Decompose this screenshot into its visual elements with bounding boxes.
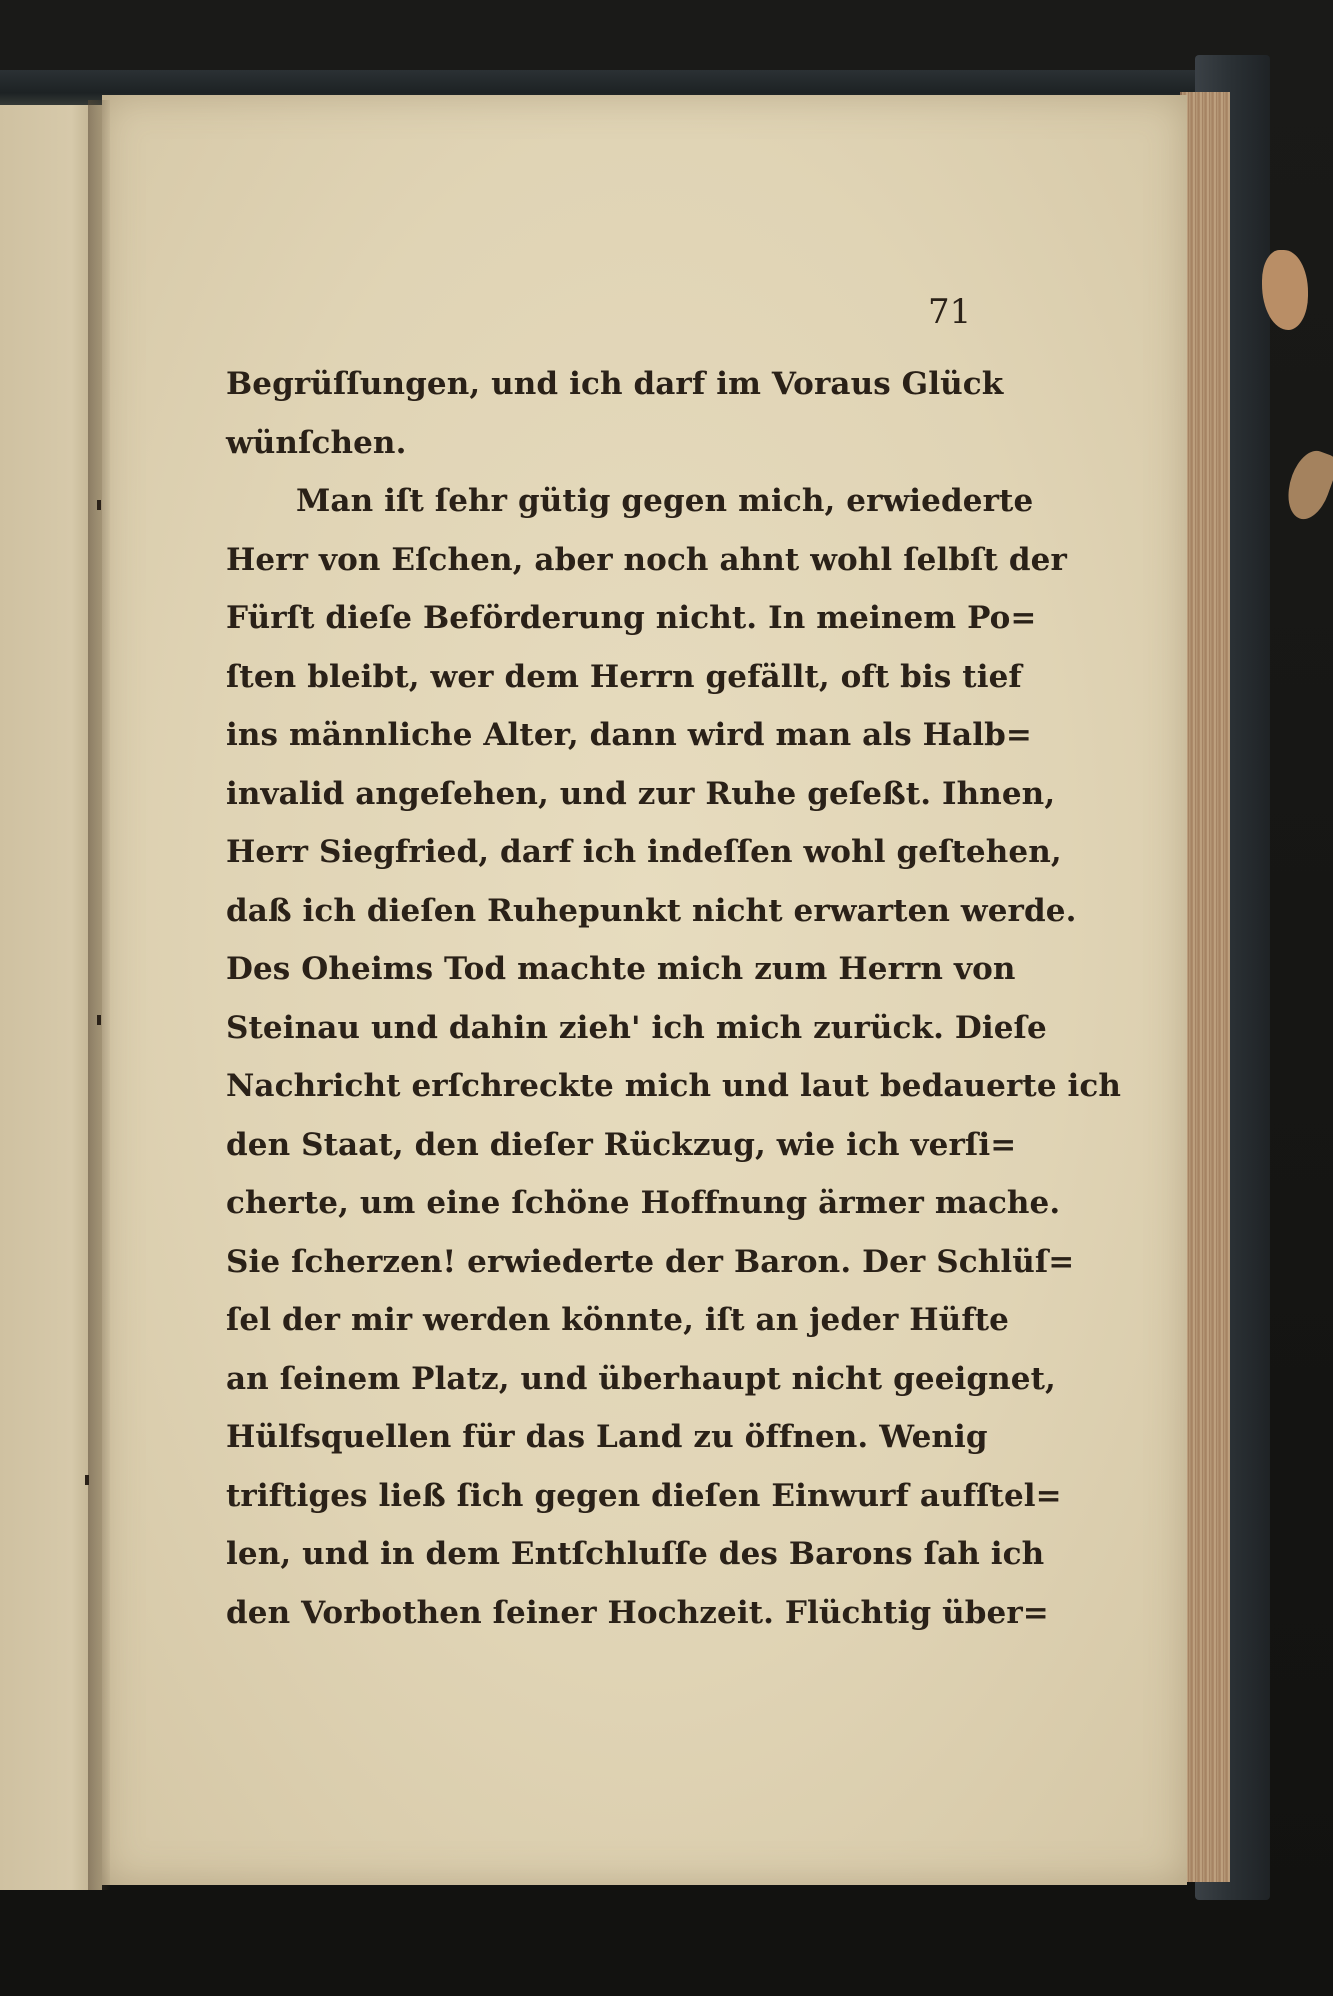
text-line: ſten bleibt, wer dem Herrn gefällt, oft bis tief (226, 658, 1022, 695)
text-line: Des Oheims Tod machte mich zum Herrn von (226, 951, 1016, 987)
text-line: len, und in dem Entſchluſſe des Barons ſah ich (226, 1536, 1045, 1572)
text-line: cherte, um eine ſchöne Hoffnung ärmer mache. (226, 1185, 1061, 1221)
text-line: den Staat, den dieſer Rückzug, wie ich verſi= (226, 1126, 1017, 1163)
text-line: Herr Siegfried, darf ich indeſſen wohl geſtehen, (226, 834, 1062, 870)
text-line: Steinau und dahin zieh' ich mich zurück. Dieſe (226, 1009, 1047, 1046)
text-line: den Vorbothen ſeiner Hochzeit. Flüchtig über= (226, 1594, 1049, 1631)
left-facing-page (0, 105, 102, 1890)
body-text (226, 355, 1122, 1642)
ink-speck (97, 500, 101, 510)
page-gutter-shadow (88, 100, 110, 1890)
text-line: Nachricht erſchreckte mich und laut bedauerte ich (226, 1068, 1122, 1104)
text-line: invalid angeſehen, und zur Ruhe geſeßt. Ihnen, (226, 775, 1056, 812)
text-line: triftiges ließ ſich gegen dieſen Einwurf aufſtel= (226, 1477, 1062, 1514)
text-line: Man iſt ſehr gütig gegen mich, erwiederte (296, 483, 1034, 519)
page-stack-edge (1180, 92, 1230, 1882)
ink-speck (97, 1015, 101, 1025)
text-line: ins männliche Alter, dann wird man als Halb= (226, 717, 1032, 753)
text-line: ſel der mir werden könnte, iſt an jeder Hüfte (226, 1302, 1009, 1338)
text-line: an ſeinem Platz, und überhaupt nicht geeignet, (226, 1360, 1056, 1397)
text-line: Hülfsquellen für das Land zu öffnen. Wenig (226, 1419, 988, 1455)
text-line: Herr von Eſchen, aber noch ahnt wohl ſelbſt der (226, 541, 1067, 578)
text-line: wünſchen. (226, 424, 407, 461)
page-number: 71 (928, 292, 972, 332)
text-line: daß ich dieſen Ruhepunkt nicht erwarten werde. (226, 892, 1077, 929)
text-line: Begrüſſungen, und ich darf im Voraus Glück (226, 366, 1004, 402)
ink-speck (85, 1475, 89, 1485)
text-line: Fürſt dieſe Beförderung nicht. In meinem Po= (226, 600, 1037, 636)
text-line: Sie ſcherzen! erwiederte der Baron. Der Schlüſ= (226, 1243, 1075, 1280)
